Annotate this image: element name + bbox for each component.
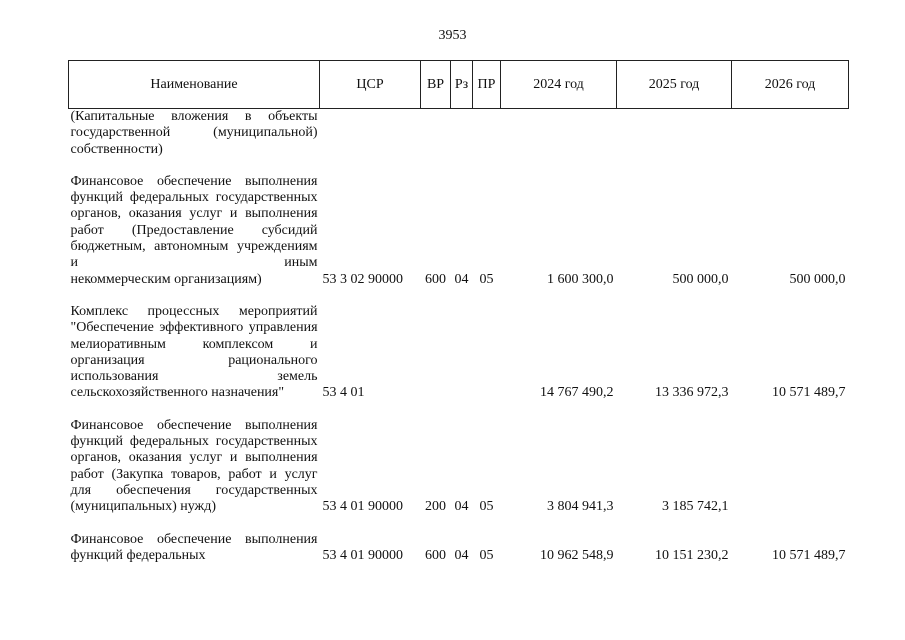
- row-pr: 05: [479, 547, 494, 563]
- row-name-last-line: сельскохозяйственного назначения": [70, 385, 285, 401]
- row-2026: 500 000,0: [789, 271, 846, 287]
- row-pr: 05: [479, 271, 494, 287]
- row-name-line: обеспечения государственных: [116, 482, 318, 498]
- row-2025: 500 000,0: [672, 271, 729, 287]
- header-2025: 2025 год: [617, 61, 732, 109]
- header-2026: 2026 год: [732, 61, 849, 109]
- row-name-line: государственных органов, оказания: [70, 434, 318, 466]
- table-header-row: [69, 61, 849, 109]
- row-2026: 10 571 489,7: [772, 385, 846, 401]
- row-name-line: Финансовое обеспечение выполнения: [70, 417, 318, 433]
- row-rz: 04: [454, 499, 469, 515]
- header-rz: Рз: [451, 61, 473, 109]
- header-csr: ЦСР: [320, 61, 421, 109]
- row-name-last-line: (муниципальных) нужд): [70, 499, 217, 515]
- row-csr: 53 3 02 90000: [322, 271, 403, 287]
- row-2024: [501, 109, 617, 174]
- row-rz: [451, 109, 473, 174]
- row-vr: 200: [425, 499, 446, 515]
- header-2024: 2024 год: [501, 61, 617, 109]
- row-name: [69, 532, 320, 565]
- row-2025: 3 185 742,1: [662, 499, 729, 515]
- row-vr: 600: [425, 547, 446, 563]
- row-name: [69, 174, 320, 304]
- row-2026: 10 571 489,7: [772, 547, 846, 563]
- row-rz: 04: [454, 547, 469, 563]
- row-name-line: рационального использования земель: [70, 352, 318, 385]
- row-name-line: услуг и выполнения работ: [70, 206, 318, 238]
- table-row: [69, 418, 849, 532]
- row-rz: [451, 304, 473, 418]
- row-2025: [617, 109, 732, 174]
- page-number: 3953: [438, 28, 467, 43]
- row-name-line: Финансовое обеспечение выполнения: [70, 531, 318, 547]
- row-name-line: Комплекс процессных мероприятий: [70, 303, 318, 319]
- row-2026: [732, 109, 849, 174]
- row-pr: [473, 304, 501, 418]
- row-vr: [421, 304, 451, 418]
- row-rz: 04: [454, 271, 469, 287]
- row-name-line: государственных органов, оказания: [70, 190, 318, 222]
- budget-table: [68, 60, 849, 564]
- table-body: [69, 109, 849, 565]
- row-name-line: Финансовое обеспечение выполнения: [70, 173, 318, 189]
- row-name-line: "Обеспечение эффективного: [70, 320, 244, 336]
- row-name-line: услуг и выполнения работ (Закупка: [70, 450, 318, 482]
- row-name: [69, 109, 320, 174]
- row-pr: [473, 109, 501, 174]
- row-name-line: функций федеральных: [70, 434, 209, 450]
- row-name-last-line: функций федеральных: [70, 547, 206, 563]
- header-vr: ВР: [421, 61, 451, 109]
- row-name-line: учреждениям и иным: [70, 239, 318, 271]
- row-csr: 53 4 01 90000: [322, 499, 403, 515]
- row-2024: 14 767 490,2: [540, 385, 614, 401]
- row-csr: 53 4 01 90000: [322, 547, 403, 563]
- row-csr: [320, 109, 421, 174]
- row-name-line: государственной (муниципальной): [70, 125, 318, 141]
- header-name: Наименование: [69, 61, 320, 109]
- row-csr: 53 4 01: [322, 385, 365, 401]
- row-name: [69, 418, 320, 532]
- row-name-last-line: собственности): [70, 141, 163, 157]
- row-2024: 1 600 300,0: [547, 271, 614, 287]
- table-row: [69, 304, 849, 418]
- table-row: [69, 532, 849, 565]
- header-pr: ПР: [473, 61, 501, 109]
- row-name-line: бюджетным, автономным: [70, 239, 229, 255]
- row-name-line: (Предоставление субсидий: [131, 222, 318, 238]
- row-name-line: комплексом и организация: [70, 336, 318, 368]
- row-vr: [421, 109, 451, 174]
- row-name-line: товаров, работ и услуг для: [70, 466, 318, 498]
- row-name-line: (Капитальные вложения в объекты: [70, 109, 318, 124]
- row-2026: [732, 418, 849, 532]
- row-2024: 3 804 941,3: [547, 499, 614, 515]
- row-vr: 600: [425, 271, 446, 287]
- row-name: [69, 304, 320, 418]
- row-2025: 13 336 972,3: [655, 385, 729, 401]
- row-2024: 10 962 548,9: [540, 547, 614, 563]
- row-2025: 10 151 230,2: [655, 547, 729, 563]
- table-row: [69, 109, 849, 174]
- row-name-line: управления мелиоративным: [70, 320, 318, 352]
- row-name-last-line: некоммерческим организациям): [70, 271, 262, 287]
- row-name-line: функций федеральных: [70, 190, 209, 206]
- table-row: [69, 174, 849, 304]
- row-pr: 05: [479, 499, 494, 515]
